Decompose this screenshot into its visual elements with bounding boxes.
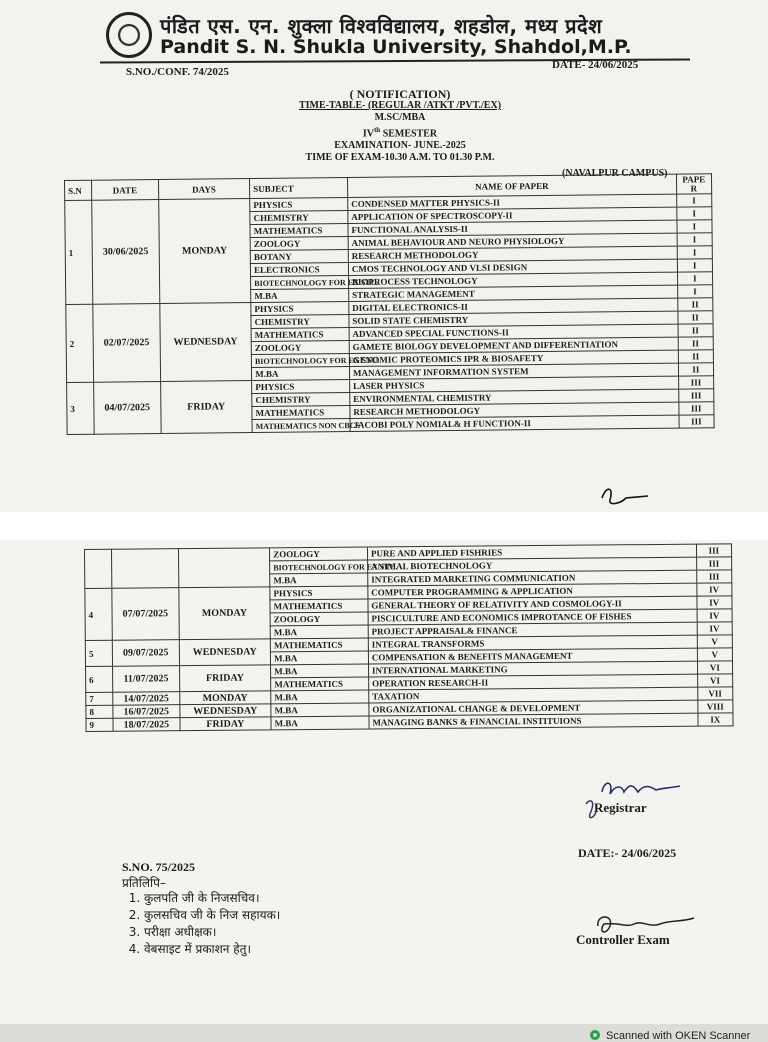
paper-name-cell: ENVIRONMENTAL CHEMISTRY bbox=[350, 389, 679, 405]
subject-cell: BOTANY bbox=[250, 250, 348, 264]
university-logo bbox=[106, 12, 152, 58]
paper-number-cell: I bbox=[676, 194, 712, 207]
paper-name-cell: MANAGEMENT INFORMATION SYSTEM bbox=[349, 363, 678, 379]
scanner-watermark bbox=[590, 1030, 750, 1042]
date-cell: 07/07/2025 bbox=[112, 588, 179, 641]
subject-cell: M.BA bbox=[270, 573, 368, 587]
sn-cell: 7 bbox=[86, 692, 113, 705]
paper-name-cell: COMPUTER PROGRAMMING & APPLICATION bbox=[368, 583, 697, 599]
semester-line bbox=[230, 124, 570, 140]
header-paper: PAPE R bbox=[676, 174, 712, 194]
subject-cell: PHYSICS bbox=[270, 586, 368, 600]
header-date: DATE bbox=[92, 180, 159, 201]
list-item: 4. वेबसाइट में प्रकाशन हेतु। bbox=[144, 941, 280, 958]
timetable-part-2 bbox=[84, 543, 734, 732]
semester-suffix: SEMESTER bbox=[380, 128, 438, 140]
date-cell: 18/07/2025 bbox=[113, 718, 180, 732]
paper-number-cell: VI bbox=[697, 661, 733, 674]
subject-cell: PHYSICS bbox=[252, 380, 350, 394]
day-cell: FRIDAY bbox=[180, 717, 272, 731]
paper-number-cell: III bbox=[696, 544, 732, 557]
subject-cell: MATHEMATICS bbox=[270, 638, 368, 652]
notice-page-1 bbox=[0, 0, 768, 512]
paper-number-cell: I bbox=[677, 285, 713, 298]
subject-cell: M.BA bbox=[271, 716, 369, 730]
paper-number-cell: IX bbox=[698, 713, 734, 726]
day-cell: FRIDAY bbox=[179, 665, 271, 692]
paper-name-cell: GENERAL THEORY OF RELATIVITY AND COSMOLOGY-II bbox=[368, 596, 697, 612]
paper-name-cell: PROJECT APPRAISAL& FINANCE bbox=[368, 622, 697, 638]
date-cell: 14/07/2025 bbox=[113, 692, 180, 706]
paper-name-cell: PURE AND APPLIED FISHRIES bbox=[367, 544, 696, 560]
registrar-label: Registrar bbox=[594, 800, 647, 815]
paper-name-cell: INTEGRAL TRANSFORMS bbox=[368, 635, 697, 651]
paper-number-cell: V bbox=[697, 635, 733, 648]
day-cell: MONDAY bbox=[158, 199, 251, 304]
registrar-signature bbox=[580, 774, 690, 824]
campus-label: (NAVALPUR CAMPUS) bbox=[562, 168, 668, 179]
paper-number-cell: IV bbox=[697, 622, 733, 635]
paper-name-cell: CMOS TECHNOLOGY AND VLSI DESIGN bbox=[348, 259, 677, 275]
paper-number-cell: III bbox=[696, 557, 732, 570]
initials-signature bbox=[596, 484, 656, 510]
timetable-title: TIME-TABLE- (REGULAR /ATKT /PVT./EX) bbox=[298, 100, 502, 111]
paper-name-cell: GAMETE BIOLOGY DEVELOPMENT AND DIFFERENTIATION bbox=[349, 337, 678, 353]
subject-cell: M.BA bbox=[251, 289, 349, 303]
paper-name-cell: ANIMAL BIOTECHNOLOGY bbox=[367, 557, 696, 573]
subject-cell: MATHEMATICS bbox=[251, 328, 349, 342]
paper-number-cell: IV bbox=[697, 596, 733, 609]
notification-title: ( NOTIFICATION) bbox=[349, 87, 451, 101]
timetable-part-1 bbox=[64, 173, 715, 435]
copy-to-title: प्रतिलिपि– bbox=[122, 876, 166, 890]
subject-cell: M.BA bbox=[271, 651, 369, 665]
paper-name-cell: LASER PHYSICS bbox=[349, 376, 678, 392]
subject-cell: PHYSICS bbox=[250, 198, 348, 212]
paper-name-cell: STRATEGIC MANAGEMENT bbox=[349, 285, 678, 301]
subject-cell: M.BA bbox=[270, 625, 368, 639]
date-cell bbox=[112, 549, 179, 589]
subject-cell: M.BA bbox=[271, 690, 369, 704]
subject-cell: ZOOLOGY bbox=[270, 547, 368, 561]
copy-reference-number: S.NO. 75/2025 bbox=[122, 860, 196, 874]
sn-cell: 5 bbox=[85, 640, 112, 666]
sn-cell: 6 bbox=[86, 666, 113, 692]
paper-number-cell: I bbox=[677, 233, 713, 246]
sn-cell: 4 bbox=[85, 588, 112, 640]
paper-number-cell: II bbox=[678, 363, 714, 376]
subject-cell: M.BA bbox=[271, 703, 369, 717]
subject-cell: MATHEMATICS NON CBCS bbox=[252, 419, 350, 433]
paper-number-cell: I bbox=[677, 272, 713, 285]
paper-name-cell: OPERATION RESEARCH-II bbox=[369, 674, 698, 690]
paper-number-cell: III bbox=[696, 570, 732, 583]
paper-number-cell: I bbox=[677, 259, 713, 272]
header-sn: S.N bbox=[65, 180, 92, 200]
day-cell: WEDNESDAY bbox=[179, 704, 271, 718]
list-item: 1. कुलपति जी के निजसचिव। bbox=[144, 890, 280, 907]
paper-number-cell: II bbox=[677, 298, 713, 311]
paper-number-cell: I bbox=[677, 246, 713, 259]
date-cell: 02/07/2025 bbox=[93, 304, 160, 383]
subject-cell: BIOTECHNOLOGY FOR EX STU. bbox=[251, 276, 349, 290]
paper-name-cell: PISCICULTURE AND ECONOMICS IMPROTANCE OF FISHES bbox=[368, 609, 697, 625]
paper-number-cell: VIII bbox=[697, 700, 733, 713]
subject-cell: MATHEMATICS bbox=[270, 599, 368, 613]
date-cell: 30/06/2025 bbox=[92, 200, 160, 305]
paper-number-cell: VI bbox=[697, 674, 733, 687]
paper-name-cell: ANIMAL BEHAVIOUR AND NEURO PHYSIOLOGY bbox=[348, 233, 677, 249]
subject-cell: MATHEMATICS bbox=[252, 406, 350, 420]
subject-cell: CHEMISTRY bbox=[251, 315, 349, 329]
reference-number: S.NO./CONF. 74/2025 bbox=[126, 66, 229, 78]
subject-cell: PHYSICS bbox=[251, 302, 349, 316]
sn-cell: 9 bbox=[86, 718, 113, 731]
day-cell: MONDAY bbox=[179, 691, 271, 705]
header-days: DAYS bbox=[158, 179, 250, 200]
university-name-hindi: पंडित एस. एन. शुक्ला विश्वविद्यालय, शहडोल, मध्य प्रदेश bbox=[160, 14, 603, 38]
day-cell bbox=[178, 548, 270, 588]
scanner-logo-icon bbox=[590, 1030, 600, 1040]
paper-number-cell: I bbox=[676, 207, 712, 220]
date-cell: 04/07/2025 bbox=[94, 382, 161, 435]
paper-number-cell: I bbox=[677, 220, 713, 233]
exam-time-line: TIME OF EXAM-10.30 A.M. TO 01.30 P.M. bbox=[305, 152, 495, 164]
list-item: 3. परीक्षा अधीक्षक। bbox=[144, 924, 280, 941]
paper-name-cell: RESEARCH METHODOLOGY bbox=[348, 246, 677, 262]
paper-number-cell: IV bbox=[696, 583, 732, 596]
list-item: 2. कुलसचिव जी के निज सहायक। bbox=[144, 907, 280, 924]
paper-number-cell: III bbox=[678, 376, 714, 389]
paper-number-cell: III bbox=[678, 402, 714, 415]
paper-number-cell: V bbox=[697, 648, 733, 661]
semester-sup: th bbox=[373, 126, 381, 134]
paper-number-cell: III bbox=[678, 389, 714, 402]
paper-name-cell: INTERNATIONAL MARKETING bbox=[368, 661, 697, 677]
paper-name-cell: DIGITAL ELECTRONICS-II bbox=[349, 298, 678, 314]
paper-number-cell: VII bbox=[697, 687, 733, 700]
subject-cell: CHEMISTRY bbox=[250, 211, 348, 225]
paper-name-cell: BIOPROCESS TECHNOLOGY bbox=[348, 272, 677, 288]
course-line: M.SC/MBA bbox=[374, 112, 426, 123]
subject-cell: MATHEMATICS bbox=[271, 677, 369, 691]
subject-cell: M.BA bbox=[271, 664, 369, 678]
copy-to-list bbox=[124, 890, 280, 958]
scanner-text: Scanned with OKEN Scanner bbox=[606, 1030, 751, 1042]
paper-number-cell: III bbox=[679, 415, 715, 428]
subject-cell: BIOTECHNOLOGY FOR EX STU. bbox=[270, 560, 368, 574]
paper-name-cell: TAXATION bbox=[369, 687, 698, 703]
university-name-english: Pandit S. N. Shukla University, Shahdol,M.P. bbox=[160, 36, 632, 58]
paper-name-cell: RESEARCH METHODOLOGY bbox=[350, 402, 679, 418]
paper-name-cell: CONDENSED MATTER PHYSICS-II bbox=[348, 194, 677, 210]
subject-cell: ZOOLOGY bbox=[251, 341, 349, 355]
sn-cell bbox=[85, 549, 112, 588]
day-cell: FRIDAY bbox=[160, 381, 252, 434]
paper-name-cell: SOLID STATE CHEMISTRY bbox=[349, 311, 678, 327]
paper-name-cell: APPLICATION OF SPECTROSCOPY-II bbox=[348, 207, 677, 223]
subject-cell: ZOOLOGY bbox=[270, 612, 368, 626]
paper-name-cell: COMPENSATION & BENEFITS MANAGEMENT bbox=[368, 648, 697, 664]
sn-cell: 1 bbox=[65, 200, 93, 304]
paper-name-cell: ORGANIZATIONAL CHANGE & DEVELOPMENT bbox=[369, 700, 698, 716]
subject-cell: ZOOLOGY bbox=[250, 237, 348, 251]
day-cell: WEDNESDAY bbox=[179, 639, 271, 666]
notice-date: DATE- 24/06/2025 bbox=[552, 59, 639, 71]
date-cell: 09/07/2025 bbox=[112, 640, 179, 667]
date-cell: 11/07/2025 bbox=[113, 666, 180, 693]
controller-exam-label: Controller Exam bbox=[576, 932, 670, 947]
examination-line: EXAMINATION- JUNE.-2025 bbox=[334, 140, 466, 152]
paper-name-cell: JACOBI POLY NOMIAL& H FUNCTION-II bbox=[350, 415, 679, 431]
paper-number-cell: IV bbox=[697, 609, 733, 622]
header-paper-name: NAME OF PAPER bbox=[347, 174, 676, 197]
subject-cell: ELECTRONICS bbox=[251, 263, 349, 277]
notice-heading bbox=[230, 88, 570, 164]
paper-name-cell: INTEGRATED MARKETING COMMUNICATION bbox=[368, 570, 697, 586]
paper-number-cell: II bbox=[678, 337, 714, 350]
subject-cell: BIOTECHNOLOGY FOR EX STU. bbox=[251, 354, 349, 368]
paper-name-cell: GENOMIC PROTEOMICS IPR & BIOSAFETY bbox=[349, 350, 678, 366]
sn-cell: 3 bbox=[67, 382, 95, 434]
semester-prefix: IV bbox=[362, 128, 374, 140]
paper-number-cell: II bbox=[678, 324, 714, 337]
subject-cell: M.BA bbox=[252, 367, 350, 381]
header-subject: SUBJECT bbox=[250, 178, 348, 199]
paper-name-cell: MANAGING BANKS & FINANCIAL INSTITUIONS bbox=[369, 713, 698, 729]
paper-number-cell: II bbox=[677, 311, 713, 324]
subject-cell: MATHEMATICS bbox=[250, 224, 348, 238]
day-cell: MONDAY bbox=[178, 587, 270, 640]
sn-cell: 2 bbox=[66, 304, 94, 382]
paper-number-cell: II bbox=[678, 350, 714, 363]
paper-name-cell: FUNCTIONAL ANALYSIS-II bbox=[348, 220, 677, 236]
sn-cell: 8 bbox=[86, 705, 113, 718]
day-cell: WEDNESDAY bbox=[159, 303, 251, 382]
subject-cell: CHEMISTRY bbox=[252, 393, 350, 407]
date-cell: 16/07/2025 bbox=[113, 705, 180, 719]
paper-name-cell: ADVANCED SPECIAL FUNCTIONS-II bbox=[349, 324, 678, 340]
footer-date: DATE:- 24/06/2025 bbox=[578, 846, 677, 860]
